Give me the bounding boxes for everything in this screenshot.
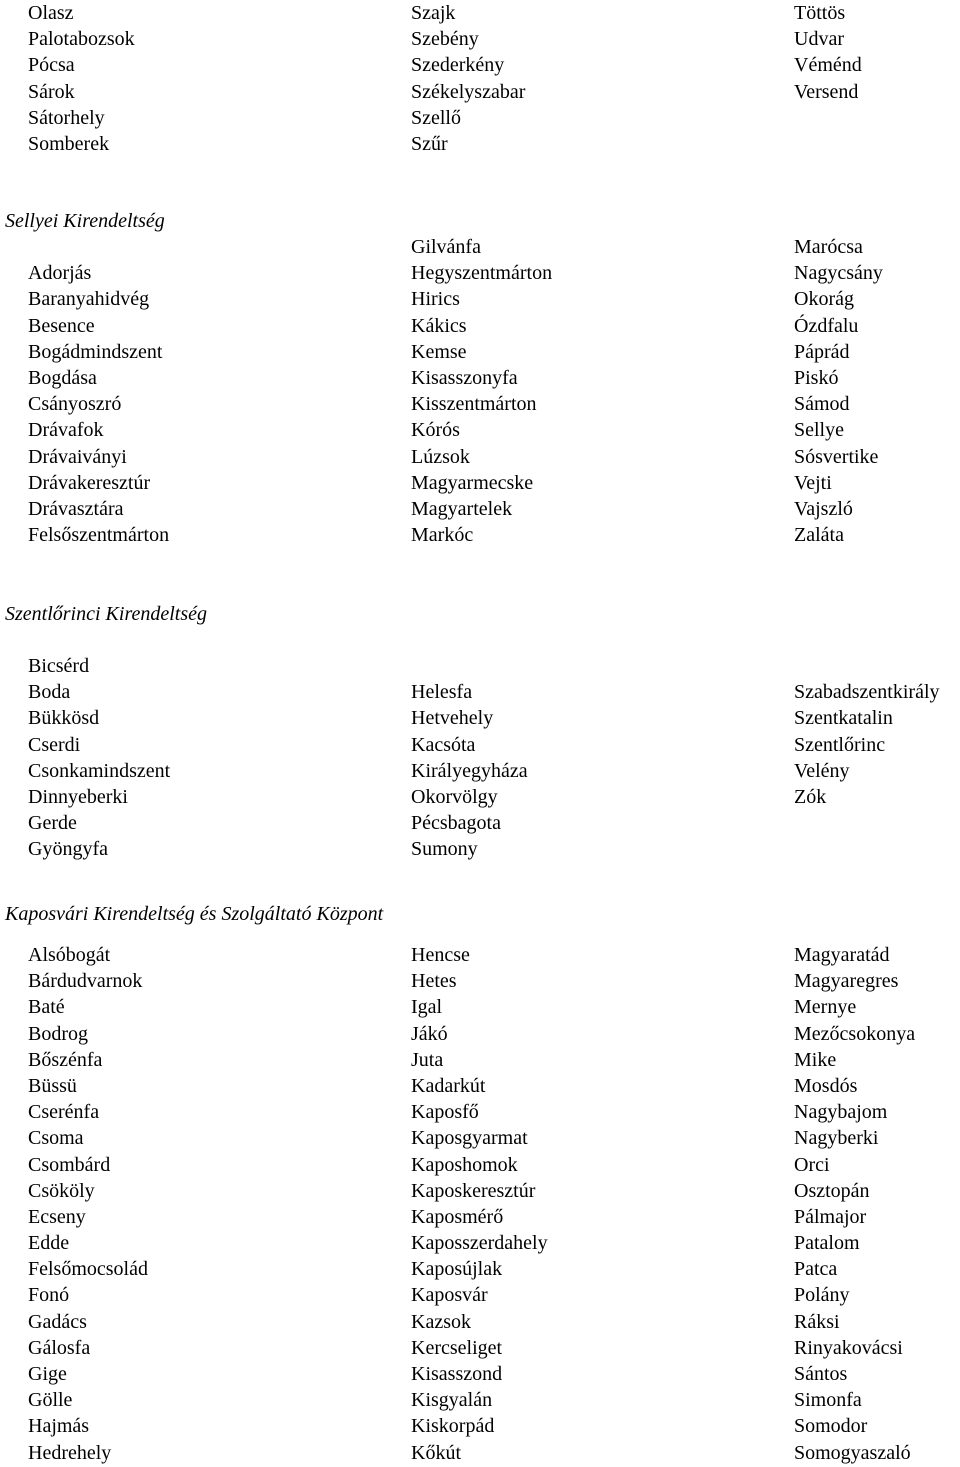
settlement-name: Kemse (411, 340, 467, 363)
settlement-name: Nagyberki (794, 1127, 879, 1150)
settlement-name: Olasz (28, 2, 74, 24)
settlement-name: Marócsa (794, 236, 863, 258)
settlement-name: Hetvehely (411, 707, 494, 730)
settlement-name: Drávasztára (28, 497, 124, 520)
settlement-name: Cserénfa (28, 1101, 100, 1124)
settlement-name (28, 234, 169, 260)
settlement-name: Gadács (28, 1310, 87, 1333)
settlement-name: Sámod (794, 393, 850, 416)
settlement-name: Somodor (794, 1415, 868, 1438)
settlement-name (794, 653, 940, 679)
settlement-name: Baté (28, 996, 65, 1019)
settlement-name: Kiskorpád (411, 1415, 495, 1438)
settlement-name: Polány (794, 1284, 850, 1307)
settlement-name: Boda (28, 681, 71, 704)
settlement-name: Adorjás (28, 262, 92, 285)
settlement-name: Mike (794, 1048, 837, 1071)
settlement-name: Sátorhely (28, 106, 105, 129)
settlement-name: Székelyszabar (411, 80, 526, 103)
settlement-name: Magyaregres (794, 970, 899, 993)
settlement-name: Sárok (28, 80, 75, 103)
settlement-name: Gyöngyfa (28, 838, 108, 861)
settlement-name: Kisgyalán (411, 1389, 493, 1412)
settlement-name: Kőkút (411, 1441, 461, 1464)
settlement-name: Palotabozsok (28, 28, 135, 51)
settlement-name: Büssü (28, 1074, 77, 1097)
settlement-name: Bárdudvarnok (28, 970, 143, 993)
settlement-name: Bükkösd (28, 707, 100, 730)
settlement-name: Kisszentmárton (411, 393, 537, 416)
settlement-name: Zaláta (794, 524, 844, 547)
column-3 (794, 0, 862, 105)
column-2 (411, 234, 552, 548)
settlement-name: Besence (28, 314, 95, 337)
settlement-name: Orci (794, 1153, 830, 1176)
settlement-name: Bogádmindszent (28, 340, 163, 363)
settlement-name: Gerde (28, 812, 77, 835)
column-1 (28, 942, 148, 1466)
settlement-name: Magyarmecske (411, 471, 534, 494)
settlement-name: Edde (28, 1232, 70, 1255)
settlement-name: Kercseliget (411, 1336, 503, 1359)
settlement-name: Cserdi (28, 733, 81, 756)
settlement-name: Sósvertike (794, 445, 879, 468)
settlement-name: Bodrog (28, 1022, 88, 1045)
section-heading-szentlorinc: Szentlőrinci Kirendeltség (5, 603, 208, 625)
settlement-name: Patca (794, 1258, 838, 1281)
settlement-name: Igal (411, 996, 443, 1019)
settlement-name: Jákó (411, 1022, 448, 1045)
settlement-name: Szebény (411, 28, 479, 51)
settlement-name: Hajmás (28, 1415, 90, 1438)
settlement-name: Páprád (794, 340, 850, 363)
settlement-name: Mernye (794, 996, 857, 1019)
settlement-name: Piskó (794, 366, 839, 389)
settlement-name: Töttös (794, 2, 846, 24)
settlement-name: Juta (411, 1048, 444, 1071)
settlement-name: Somberek (28, 132, 110, 155)
settlement-name: Nagycsány (794, 262, 883, 285)
settlement-name: Felsőmocsolád (28, 1258, 148, 1281)
settlement-name: Szentlőrinc (794, 733, 886, 756)
settlement-name: Kákics (411, 314, 467, 337)
settlement-name: Rinyakovácsi (794, 1336, 903, 1359)
settlement-name: Kaposkeresztúr (411, 1179, 536, 1202)
settlement-name: Sumony (411, 838, 478, 861)
settlement-name: Kórós (411, 419, 460, 442)
settlement-name: Markóc (411, 524, 474, 547)
settlement-name: Fonó (28, 1284, 70, 1307)
section-heading-sellye: Sellyei Kirendeltség (5, 210, 165, 232)
settlement-name: Bőszénfa (28, 1048, 103, 1071)
settlement-name: Bogdása (28, 366, 97, 389)
settlement-name: Gilvánfa (411, 236, 481, 258)
settlement-name: Drávafok (28, 419, 104, 442)
settlement-name: Drávakeresztúr (28, 471, 151, 494)
settlement-name: Kadarkút (411, 1074, 486, 1097)
settlement-name: Sellye (794, 419, 844, 442)
column-3 (794, 942, 915, 1466)
settlement-name: Kacsóta (411, 733, 476, 756)
settlement-name: Gölle (28, 1389, 73, 1412)
settlement-name: Királyegyháza (411, 759, 528, 782)
settlement-name: Kisasszond (411, 1363, 503, 1385)
column-2 (411, 942, 548, 1466)
settlement-name: Hegyszentmárton (411, 262, 553, 285)
settlement-name: Helesfa (411, 681, 473, 704)
settlement-name: Felsőszentmárton (28, 524, 170, 547)
settlement-name: Kisasszonyfa (411, 366, 518, 389)
settlement-name: Véménd (794, 54, 862, 77)
settlement-name: Vejti (794, 471, 832, 494)
settlement-name: Pálmajor (794, 1205, 867, 1228)
settlement-name: Drávaiványi (28, 445, 127, 468)
settlement-name: Lúzsok (411, 445, 470, 468)
settlement-name: Szabadszentkirály (794, 681, 940, 704)
settlement-name: Okorág (794, 288, 854, 311)
settlement-name: Versend (794, 80, 859, 103)
settlement-name: Pócsa (28, 54, 75, 77)
settlement-name: Ózdfalu (794, 314, 859, 337)
column-3 (794, 653, 940, 810)
settlement-name: Velény (794, 759, 850, 782)
settlement-name: Kaposszerdahely (411, 1232, 548, 1255)
settlement-name: Nagybajom (794, 1101, 888, 1124)
settlement-name: Szederkény (411, 54, 505, 77)
column-1 (28, 0, 135, 157)
settlement-name: Kaposhomok (411, 1153, 518, 1176)
settlement-name: Hetes (411, 970, 457, 993)
settlement-name: Szentkatalin (794, 707, 893, 730)
settlement-name: Hirics (411, 288, 460, 311)
settlement-name: Csököly (28, 1179, 95, 1202)
settlement-name: Ráksi (794, 1310, 840, 1333)
settlement-name: Kaposújlak (411, 1258, 503, 1281)
settlement-name: Kazsok (411, 1310, 471, 1333)
settlement-name: Sántos (794, 1363, 848, 1385)
settlement-name: Szellő (411, 106, 461, 129)
settlement-name: Gálosfa (28, 1336, 91, 1359)
column-1 (28, 234, 169, 548)
settlement-name: Kaposfő (411, 1101, 479, 1124)
settlement-name: Patalom (794, 1232, 860, 1255)
settlement-name: Hencse (411, 944, 470, 966)
settlement-name: Simonfa (794, 1389, 862, 1412)
settlement-name: Szűr (411, 132, 448, 155)
settlement-name: Gige (28, 1363, 67, 1385)
settlement-name: Csoma (28, 1127, 84, 1150)
settlement-name: Csányoszró (28, 393, 122, 416)
settlement-name: Szajk (411, 2, 456, 24)
column-2 (411, 0, 525, 157)
settlement-name: Pécsbagota (411, 812, 501, 835)
section-heading-kaposvar: Kaposvári Kirendeltség és Szolgáltató Központ (5, 903, 384, 925)
settlement-name: Okorvölgy (411, 785, 498, 808)
settlement-name: Baranyahidvég (28, 288, 150, 311)
settlement-name: Vajszló (794, 497, 853, 520)
settlement-name: Magyaratád (794, 944, 890, 966)
settlement-name: Kaposvár (411, 1284, 488, 1307)
column-1 (28, 653, 170, 863)
settlement-name: Magyartelek (411, 497, 513, 520)
settlement-name: Hedrehely (28, 1441, 112, 1464)
settlement-name: Ecseny (28, 1205, 86, 1228)
settlement-name: Udvar (794, 28, 844, 51)
settlement-name: Csombárd (28, 1153, 111, 1176)
settlement-name: Dinnyeberki (28, 785, 128, 808)
settlement-name: Kaposgyarmat (411, 1127, 528, 1150)
settlement-name: Csonkamindszent (28, 759, 171, 782)
settlement-name (411, 653, 528, 679)
column-3 (794, 234, 883, 548)
settlement-name: Mezőcsokonya (794, 1022, 916, 1045)
column-2 (411, 653, 528, 863)
settlement-name: Zók (794, 785, 827, 808)
settlement-name: Kaposmérő (411, 1205, 504, 1228)
settlement-name: Somogyaszaló (794, 1441, 911, 1464)
settlement-name: Osztopán (794, 1179, 870, 1202)
settlement-name: Bicsérd (28, 655, 90, 677)
settlement-name: Mosdós (794, 1074, 858, 1097)
settlement-name: Alsóbogát (28, 944, 111, 966)
